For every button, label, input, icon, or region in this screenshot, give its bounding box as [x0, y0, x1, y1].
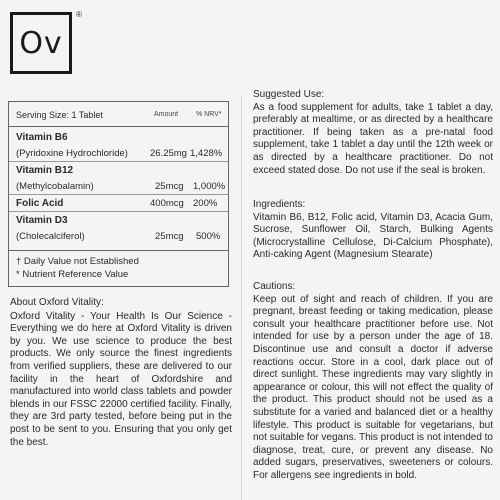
- nutrient-amount: 25mcg: [155, 181, 184, 192]
- ingredients-body: Vitamin B6, B12, Folic acid, Vitamin D3, Acacia Gum, Sucrose, Sunflower Oil, Starch, Bulking Agents (Microcrystalline Cellulose, Di-Calcium Phosphate), Anti-caking Agent (Magnesium Stearate): [253, 211, 493, 261]
- registered-mark: ®: [76, 10, 82, 19]
- ingredients-section: [253, 199, 493, 262]
- suggested-use-title: Suggested Use:: [253, 89, 325, 100]
- about-section: [10, 297, 232, 449]
- nutrient-amount: 400mcg: [150, 198, 184, 209]
- suggested-use-section: [253, 89, 493, 177]
- cautions-body: Keep out of sight and reach of children. If you are pregnant, breast feeding or taking medication, please consult your healthcare practitioner before use. Not intended for use by a person under the age of 18. Discontinue use and consult a doctor if adverse reactions occur. Store in a cool, dark place out of direct sunlight. These ingredients may vary slightly in appearance or colour, this will not effect the quality of the product. This product should not be used as a substitute for a varied and balanced diet or a healthy lifestyle. This product is suitable for vegetarians, but not suitable for vegans. This product is not intended to diagnose, treat, cure, or prevent any disease. No added sugars, preservatives, sweeteners or colours. For allergens see ingredients in bold.: [253, 293, 493, 481]
- amount-column-header: Amount: [154, 111, 179, 118]
- nutrient-row: [9, 145, 228, 162]
- cautions-title: Cautions:: [253, 281, 296, 292]
- nutrition-header: [9, 102, 228, 127]
- suggested-use-body: As a food supplement for adults, take 1 tablet a day, preferably at mealtime, or as directed by a healthcare practitioner. If being taken as a pre-natal food supplement, take 1 tablet a day until the 12th week or as directed by a healthcare practitioner. Do not exceed stated dose. Do not use if the seal is broken.: [253, 101, 493, 176]
- nutrient-nrv: 1,428%: [190, 148, 223, 159]
- nutrient-row: [9, 228, 228, 244]
- nutrient-row: [9, 162, 228, 178]
- nutrient-amount: 25mcg: [155, 231, 184, 242]
- brand-logo: Ov: [10, 12, 72, 74]
- nutrient-name: Vitamin B12: [16, 165, 74, 176]
- nutrient-nrv: 200%: [193, 198, 218, 209]
- nrv-column-header: % NRV*: [196, 111, 222, 118]
- ingredients-title: Ingredients:: [253, 199, 306, 210]
- nutrient-nrv: 500%: [196, 231, 221, 242]
- nutrient-name: (Pyridoxine Hydrochloride): [16, 148, 128, 159]
- nutrition-footnotes: [9, 250, 228, 281]
- nutrient-row: [9, 195, 228, 212]
- daily-value-footnote: † Daily Value not Established: [16, 256, 139, 267]
- nutrient-amount: 26.25mg: [150, 148, 187, 159]
- column-divider: [241, 95, 242, 500]
- nutrient-row: [9, 212, 228, 228]
- nutrient-name: Folic Acid: [16, 198, 64, 209]
- nrv-footnote: * Nutrient Reference Value: [16, 269, 129, 280]
- about-title: About Oxford Vitality:: [10, 297, 104, 308]
- nutrient-name: (Cholecalciferol): [16, 231, 85, 242]
- cautions-section: [253, 281, 493, 483]
- about-body: Oxford Vitality - Your Health Is Our Science - Everything we do here at Oxford Vitality is driven by you. We use science to produce the best products. We only source the finest ingredients from verified suppliers, these are delivered to our facility in the heart of Oxfordshire and manufactured into world class tablets and powder blends in our FSSC 22000 certified facility. Finally, they are 3rd party tested, before being put in the post to be sent to you. Ensuring that you only get the best.: [10, 310, 232, 448]
- nutrient-row: [9, 129, 228, 145]
- serving-size-label: Serving Size: 1 Tablet: [16, 110, 103, 120]
- nutrient-name: (Methylcobalamin): [16, 181, 94, 192]
- nutrition-panel: [8, 101, 229, 287]
- nutrient-name: Vitamin B6: [16, 132, 68, 143]
- nutrient-row: [9, 178, 228, 195]
- nutrient-nrv: 1,000%: [193, 181, 226, 192]
- nutrient-name: Vitamin D3: [16, 215, 68, 226]
